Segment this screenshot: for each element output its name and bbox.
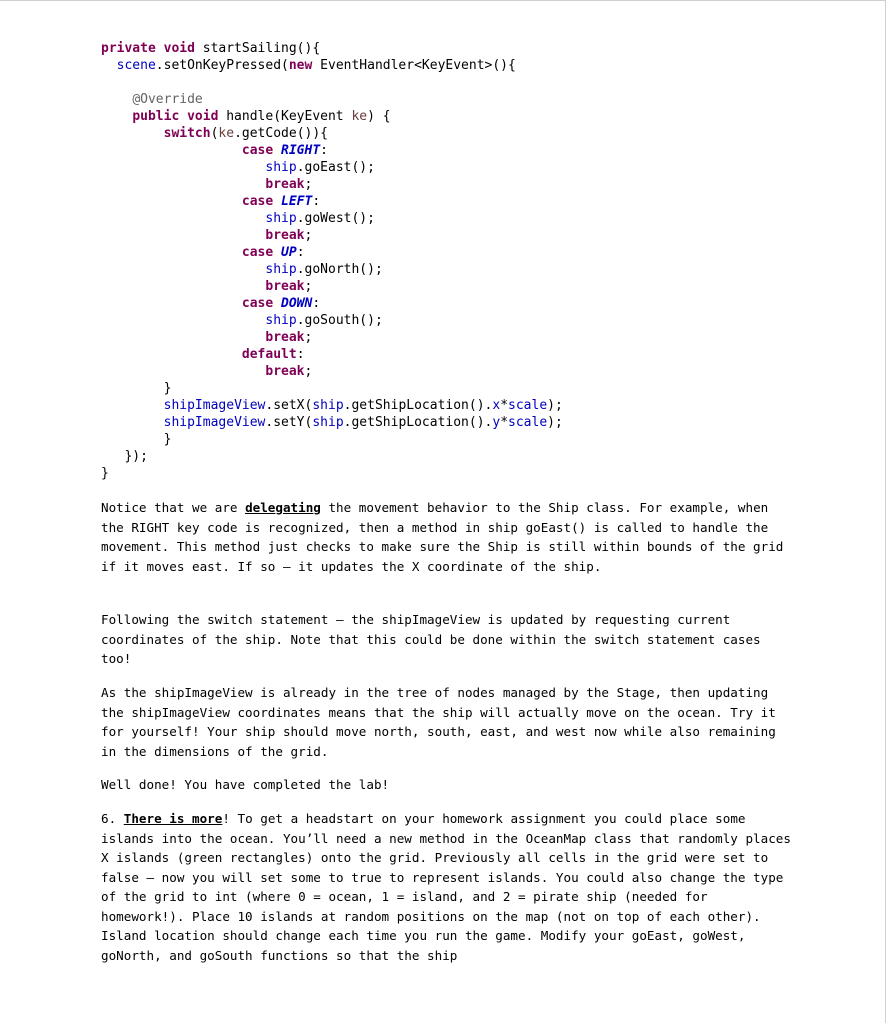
code-token [101,262,265,277]
code-line-blank [101,74,563,91]
paragraph-text: Following the switch statement – the shipImageView is updated by requesting current coordinates of the ship. Note that this could be done within the switch statement cases too! [101,612,761,666]
paragraph-text: As the shipImageView is already in the tree of nodes managed by the Stage, then updating the shipImageView coordinates means that the ship will actually move on the ocean. Try it for yourself! Your ship should move north, south, east, and west now while also remaining in the dimensions of the grid. [101,685,776,759]
code-line [101,465,563,482]
code-line [101,57,563,74]
code-line [101,363,563,380]
paragraph-delegating [101,498,791,576]
code-listing [101,40,563,482]
code-token: break [265,228,305,243]
code-token [101,177,265,192]
code-line [101,448,563,465]
code-token: scene [116,58,156,73]
code-token: default [241,347,297,362]
code-token: EventHandler<KeyEvent>(){ [312,58,516,73]
code-token [101,143,242,158]
code-line [101,159,563,176]
code-token: switch [163,126,211,141]
code-token [101,109,132,124]
code-token [101,330,265,345]
code-line [101,125,563,142]
code-line [101,312,563,329]
paragraph-well-done [101,775,791,795]
code-token: @Override [132,92,203,107]
code-token: ship [265,211,297,226]
emphasis-delegating: delegating [245,500,321,515]
paragraph-following [101,610,791,669]
code-token: .getCode()){ [234,126,328,141]
code-token: .setY( [265,415,313,430]
code-line [101,431,563,448]
code-line [101,261,563,278]
code-token [101,279,265,294]
code-token: public void [132,109,219,124]
code-token: handle(KeyEvent [218,109,352,124]
code-token [273,296,281,311]
code-token: ke [351,109,368,124]
code-token: ; [304,228,313,243]
code-token: .getShipLocation(). [343,398,493,413]
code-token: private void [101,41,195,56]
code-token: ship [312,415,344,430]
code-token: : [312,296,321,311]
code-token [101,92,132,107]
code-token: new [288,58,313,73]
paragraph-text: the movement behavior to the Ship class. For example, when the RIGHT key code is recognized, then a method in ship goEast() is called to handle the movement. This method just checks to make sure the Ship is still within bounds of the grid if it moves east. If so – it updates the X coordinate of the ship. [101,500,784,574]
code-token: .setX( [265,398,313,413]
code-token: ( [210,126,219,141]
code-token [101,364,265,379]
code-line [101,414,563,431]
code-token [273,143,281,158]
code-line [101,295,563,312]
code-line [101,91,563,108]
code-token [273,194,281,209]
code-token: } [101,381,172,396]
code-token: } [101,432,172,447]
code-line [101,346,563,363]
code-token: .goSouth(); [296,313,383,328]
code-token [101,347,242,362]
code-token: ) { [367,109,391,124]
code-token: y [492,415,501,430]
code-token: : [296,347,305,362]
code-line [101,397,563,414]
code-token: .goWest(); [296,211,375,226]
code-token [101,160,265,175]
code-token: RIGHT [281,143,321,158]
code-token: ke [218,126,235,141]
code-token: ; [304,177,313,192]
code-token: * [500,415,509,430]
code-line [101,278,563,295]
code-token [101,415,164,430]
code-token: : [320,143,328,158]
code-token [101,126,164,141]
code-line [101,227,563,244]
code-token: DOWN [281,296,313,311]
paragraph-there-is-more [101,809,791,965]
code-token: ; [304,279,313,294]
code-line [101,244,563,261]
code-token [101,228,265,243]
code-token: break [265,330,305,345]
code-token [101,211,265,226]
paragraph-text: ! To get a headstart on your homework assignment you could place some islands into the ocean. You’ll need a new method in the OceanMap class that randomly places X islands (green rectangles) onto the grid. Previously all cells in the grid were set to false – now you will set some to true to represent islands. You could also change the type of the grid to int (where 0 = ocean, 1 = island, and 2 = pirate ship (needed for homework!). Place 10 islands at random positions on the map (not on top of each other). Island location should change each time you run the game. Modify your goEast, goWest, goNorth, and goSouth functions so that the ship [101,811,791,963]
code-token: ; [304,364,313,379]
code-token: break [265,279,305,294]
emphasis-there-is-more: There is more [123,811,223,826]
code-line [101,380,563,397]
code-token: * [500,398,509,413]
code-line [101,40,563,57]
code-token: ship [312,398,344,413]
code-token: break [265,177,305,192]
code-line [101,193,563,210]
code-token [101,58,117,73]
code-token [273,245,281,260]
code-token: LEFT [281,194,313,209]
code-token: ; [304,330,313,345]
code-token: : [296,245,305,260]
code-token: ship [265,262,297,277]
code-token: shipImageView [163,398,266,413]
code-token [101,245,242,260]
code-line [101,176,563,193]
code-token: startSailing(){ [194,41,321,56]
code-token: ); [547,398,563,413]
code-token: scale [508,398,548,413]
code-token: case [241,194,274,209]
paragraph-text: Notice that we are [101,500,246,515]
code-token: : [312,194,321,209]
code-token: ); [547,415,563,430]
code-line [101,108,563,125]
code-token: shipImageView [163,415,266,430]
code-token: .goNorth(); [296,262,383,277]
code-token: break [265,364,305,379]
code-token: .getShipLocation(). [343,415,493,430]
paragraph-text: Well done! You have completed the lab! [101,777,390,792]
code-token: x [492,398,501,413]
code-token: .setOnKeyPressed( [155,58,289,73]
code-token [101,296,242,311]
code-token: ship [265,160,297,175]
paragraph-tree-of-nodes [101,683,791,761]
code-token [101,398,164,413]
code-token: case [241,245,274,260]
paragraph-text: 6. [101,811,124,826]
code-token: ship [265,313,297,328]
code-token: .goEast(); [296,160,375,175]
code-line [101,142,563,159]
code-token: scale [508,415,548,430]
code-token [101,313,265,328]
code-token: } [101,466,109,481]
code-line [101,210,563,227]
code-token: case [241,143,274,158]
code-token: }); [101,449,148,464]
code-token: case [241,296,274,311]
code-line [101,329,563,346]
code-token: UP [281,245,297,260]
code-token [101,194,242,209]
